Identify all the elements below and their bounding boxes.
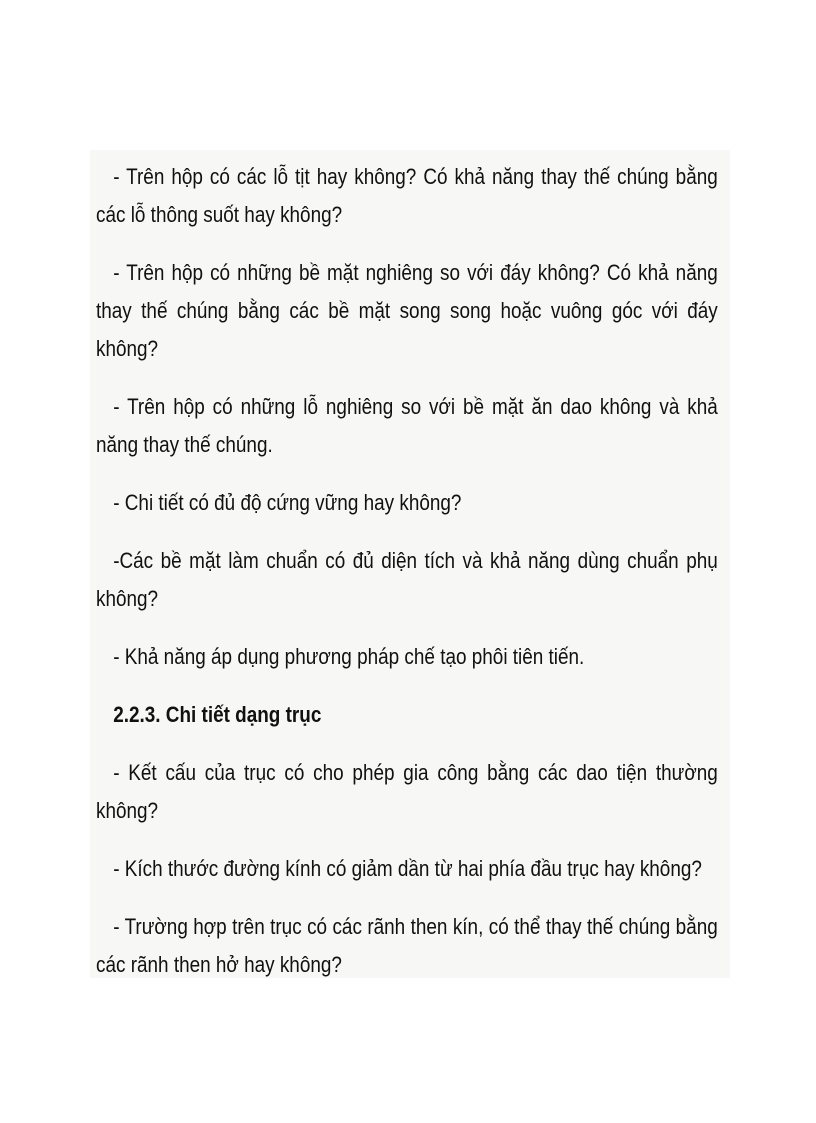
paragraph-blind-holes: - Trên hộp có các lỗ tịt hay không? Có khả năng thay thế chúng bằng các lỗ thông suốt hay không? [96, 164, 718, 227]
paragraph-datum-surfaces: -Các bề mặt làm chuẩn có đủ diện tích và khả năng dùng chuẩn phụ không? [96, 548, 718, 611]
paragraph-keyways: - Trường hợp trên trục có các rãnh then kín, có thể thay thế chúng bằng các rãnh then hở hay không? [96, 914, 718, 977]
paragraph-inclined-holes: - Trên hộp có những lỗ nghiêng so với bề mặt ăn dao không và khả năng thay thế chúng. [96, 394, 718, 457]
document-body [96, 158, 718, 984]
section-heading: 2.2.3. Chi tiết dạng trục [113, 702, 322, 727]
paragraph-shaft-structure: - Kết cấu của trục có cho phép gia công bằng các dao tiện thường không? [96, 760, 718, 823]
paragraph-blank-methods: - Khả năng áp dụng phương pháp chế tạo phôi tiên tiến. [113, 644, 585, 669]
paragraph-inclined-surfaces: - Trên hộp có những bề mặt nghiêng so với đáy không? Có khả năng thay thế chúng bằng các bề mặt song song hoặc vuông góc với đáy không? [96, 260, 718, 361]
paragraph-diameter: - Kích thước đường kính có giảm dần từ hai phía đầu trục hay không? [113, 856, 702, 881]
paragraph-rigidity: - Chi tiết có đủ độ cứng vững hay không? [113, 490, 462, 515]
